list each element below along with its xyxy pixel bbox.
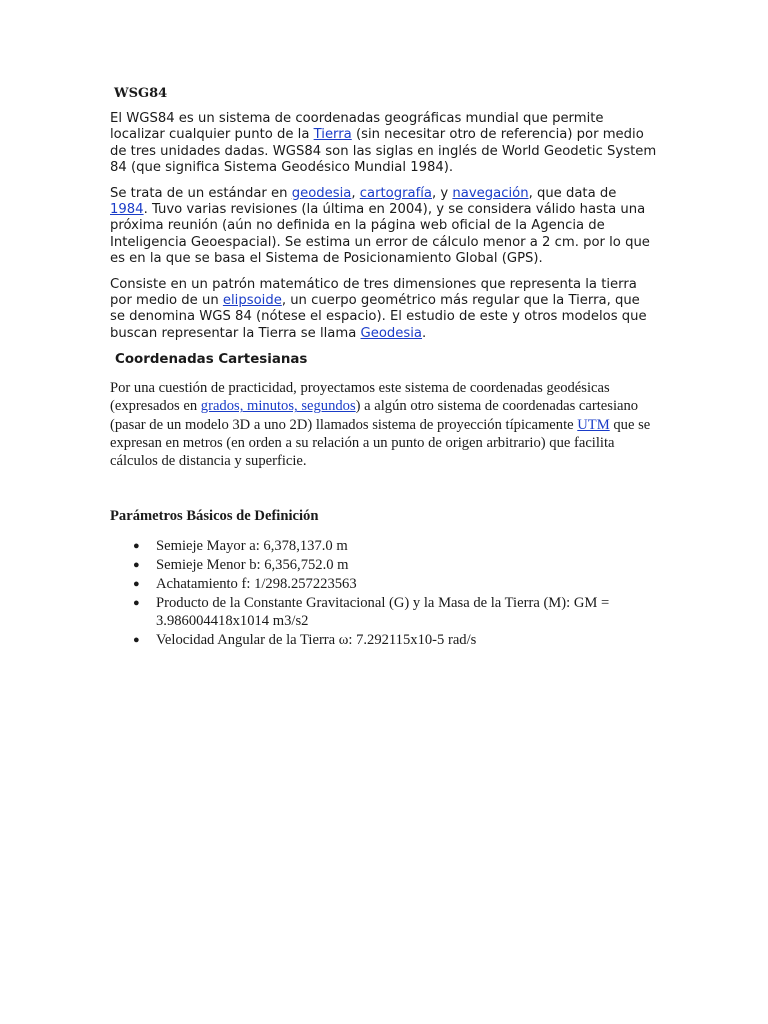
parameters-list [110,537,658,650]
link-utm[interactable]: UTM [577,416,610,433]
link-tierra[interactable]: Tierra [313,127,352,143]
list-item [133,631,658,650]
text: Por una cuestión de practicidad, proyectamos este sistema de coordenadas geodésicas (expresados en [110,380,610,415]
list-item [133,537,658,556]
param-text: Velocidad Angular de la Tierra ω: 7.292115x10-5 rad/s [156,632,477,649]
bullet-icon: ● [133,540,140,553]
bullet-icon: ● [133,596,140,609]
param-text: Producto de la Constante Gravitacional (G) y la Masa de la Tierra (M): GM = 3.986004418x1014 m3/s2 [156,594,610,630]
text: , que data de [528,185,617,201]
document-body [110,86,658,650]
link-geodesia[interactable]: geodesia [291,185,352,201]
paragraph-standard [110,186,658,268]
text: que se expresan en metros (en orden a su relación a un punto de origen arbitrario) que facilita cálculos de distancia y superficie. [110,416,651,470]
link-1984[interactable]: 1984 [110,202,144,218]
param-text: Semieje Menor b: 6,356,752.0 m [156,557,349,574]
link-elipsoide[interactable]: elipsoide [222,293,282,309]
coordinates-heading: Coordenadas Cartesianas [115,352,308,368]
text: (sin necesitar otro de referencia) por medio de tres unidades dadas. WGS84 son las siglas en inglés de World Geodetic System 84 (que significa Sistema Geodésico Mundial 1984). [110,127,657,176]
parameters-heading: Parámetros Básicos de Definición [110,508,319,525]
bullet-icon: ● [133,559,140,572]
link-grados-minutos-segundos[interactable]: grados, minutos, segundos [200,398,356,415]
list-item [133,594,658,632]
paragraph-cartesian [110,379,658,470]
text: . [422,325,427,341]
paragraph-model [110,277,658,343]
param-text: Semieje Mayor a: 6,378,137.0 m [156,538,348,555]
text: . Tuvo varias revisiones (la última en 2004), y se considera válido hasta una próxima reunión (aún no definida en la página web oficial de la Agencia de Inteligencia Geoespacial). Se estima un error de cálculo menor a 2 cm. por lo que es en la que se basa el Sistema de Posicionamiento Global (GPS). [110,202,650,267]
bullet-icon: ● [133,577,140,590]
text: Se trata de un estándar en [110,185,292,201]
text: El WGS84 es un sistema de coordenadas geográficas mundial que permite localizar cualquier punto de la [110,111,604,143]
bullet-icon: ● [133,634,140,647]
paragraph-intro [110,111,658,177]
text: , un cuerpo geométrico más regular que la Tierra, que se denomina WGS 84 (nótese el espacio). El estudio de este y otros modelos que buscan representar la Tierra se llama [110,293,647,341]
param-text: Achatamiento f: 1/298.257223563 [156,575,357,592]
text: , [351,185,360,201]
text: ) a algún otro sistema de coordenadas cartesiano (pasar de un modelo 3D a uno 2D) llamados sistema de proyección típicamente [110,398,639,433]
text: Consiste en un patrón matemático de tres dimensiones que representa la tierra por medio de un [110,276,637,309]
link-geodesia-2[interactable]: Geodesia [360,325,423,341]
text: , y [432,185,453,201]
link-cartografia[interactable]: cartografía [359,185,433,201]
list-item [133,556,658,575]
document-title: WSG84 [114,86,168,101]
list-item [133,575,658,594]
link-navegacion[interactable]: navegación [452,185,529,201]
